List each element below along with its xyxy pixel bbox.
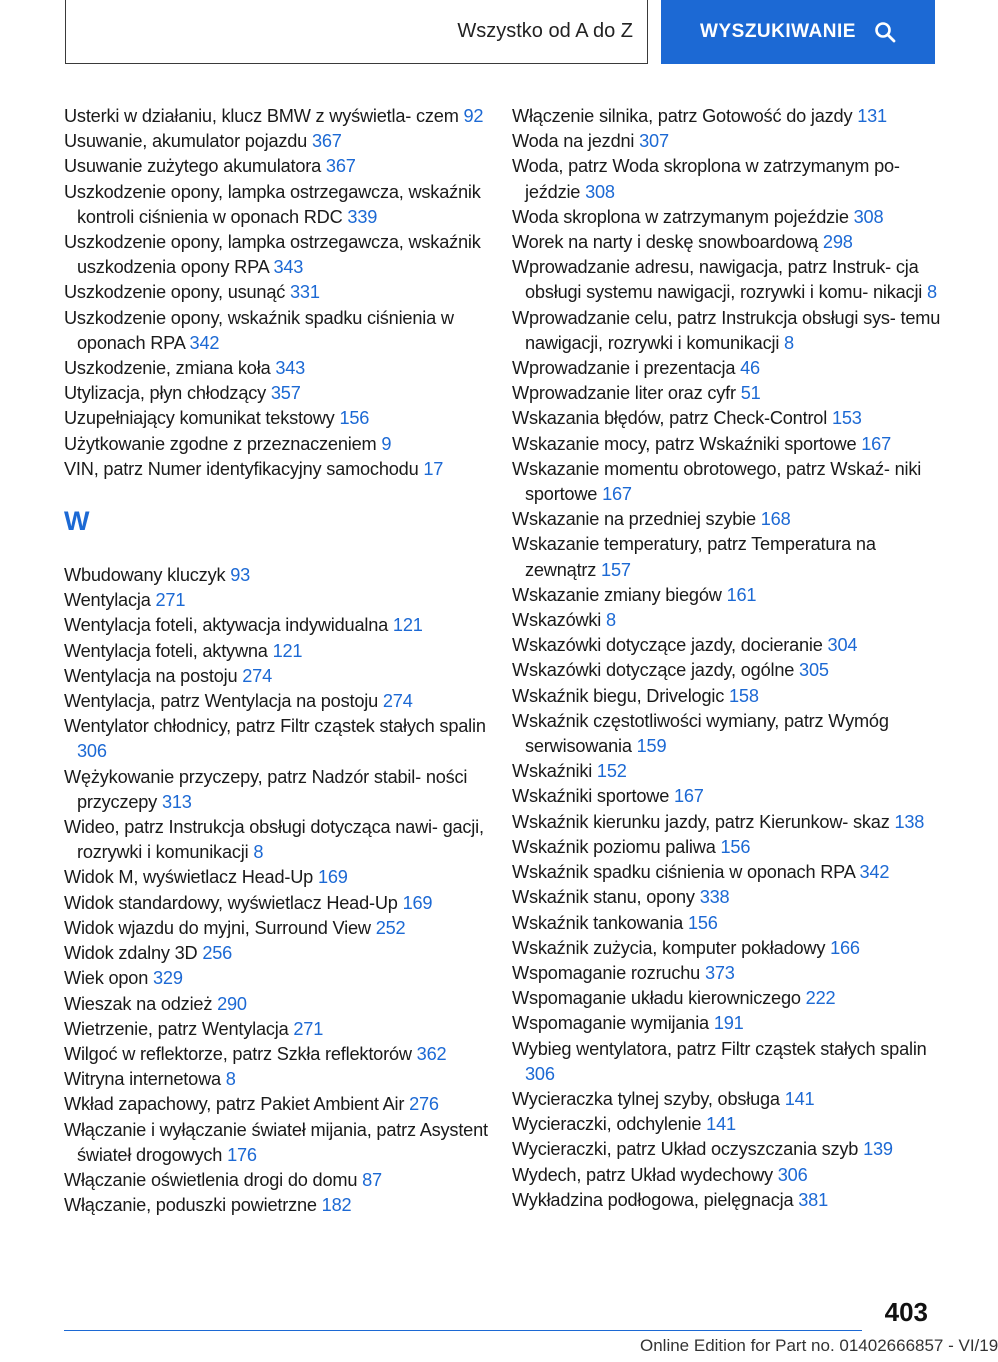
index-entry [64, 1193, 494, 1218]
entry-term: Wentylacja, patrz Wentylacja na postoju [64, 691, 379, 712]
entry-page-link[interactable]: 313 [161, 791, 192, 812]
entry-term: Woda skroplona w zatrzymanym pojeździe [512, 206, 849, 227]
index-entry [512, 784, 942, 809]
entry-page-link[interactable]: 156 [687, 912, 718, 933]
entry-term: Wskazanie momentu obrotowego, patrz Wskaź‐ niki sportowe [512, 458, 922, 505]
entry-term: Wiek opon [64, 968, 149, 989]
entry-term: Wilgoć w reflektorze, patrz Szkła reflektorów [64, 1043, 412, 1064]
entry-term: Wskazania błędów, patrz Check-Control [512, 408, 828, 429]
entry-page-link[interactable]: 357 [270, 383, 301, 404]
entry-page-link[interactable]: 51 [740, 383, 761, 404]
entry-page-link[interactable]: 169 [402, 892, 433, 913]
index-entry [512, 406, 942, 431]
index-entry [64, 1067, 494, 1092]
entry-page-link[interactable]: 8 [927, 282, 937, 303]
index-entry [64, 356, 494, 381]
entry-page-link[interactable]: 46 [740, 358, 760, 379]
entry-term: Wprowadzanie liter oraz cyfr [512, 383, 736, 404]
index-entry [512, 936, 942, 961]
index-entry [64, 966, 494, 991]
entry-term: Woda na jezdni [512, 131, 635, 152]
entry-page-link[interactable]: 256 [202, 943, 233, 964]
entry-term: Wentylacja foteli, aktywna [64, 640, 268, 661]
index-entry [64, 714, 494, 764]
entry-term: Wskaźnik kierunku jazdy, patrz Kierunkow‐ skaz [512, 811, 890, 832]
entry-term: Włączenie silnika, patrz Gotowość do jazdy [512, 106, 853, 126]
entry-page-link[interactable]: 343 [273, 257, 304, 278]
edition-note: Online Edition for Part no. 01402666857 - VI/19 [640, 1336, 998, 1355]
entry-term: Wprowadzanie celu, patrz Instrukcja obsługi sys‐ temu nawigacji, rozrywki i komunikacji [512, 307, 941, 353]
index-entry [512, 255, 942, 305]
entry-page-link[interactable]: 92 [463, 106, 484, 126]
index-entry [64, 230, 494, 280]
index-entry [512, 759, 942, 784]
entry-term: Wietrzenie, patrz Wentylacja [64, 1018, 289, 1039]
entry-page-link[interactable]: 168 [760, 509, 791, 530]
entry-term: Wprowadzanie i prezentacja [512, 358, 736, 379]
entry-term: Wentylacja na postoju [64, 665, 238, 686]
entry-term: Wspomaganie wymijania [512, 1013, 709, 1034]
index-entry [64, 306, 494, 356]
entries-w-left [64, 563, 494, 1218]
index-entry [64, 916, 494, 941]
index-entry [512, 835, 942, 860]
index-entry [64, 457, 494, 482]
entry-term: Wskazanie zmiany biegów [512, 584, 722, 605]
entry-page-link[interactable]: 191 [713, 1013, 744, 1034]
entries-w-right [512, 104, 942, 1213]
entry-page-link[interactable]: 338 [699, 887, 730, 908]
entry-page-link[interactable]: 141 [706, 1114, 736, 1135]
entry-page-link[interactable]: 93 [230, 565, 251, 586]
entry-page-link[interactable]: 373 [704, 962, 735, 983]
entry-page-link[interactable]: 306 [777, 1164, 808, 1185]
entry-term: Uszkodzenie opony, wskaźnik spadku ciśnienia w oponach RPA [64, 307, 454, 353]
index-entry [512, 633, 942, 658]
index-entry [64, 563, 494, 588]
index-entry [512, 432, 942, 457]
entry-term: Wskaźniki sportowe [512, 786, 670, 807]
entry-page-link[interactable]: 8 [225, 1069, 236, 1090]
index-entry [64, 689, 494, 714]
right-column [512, 104, 942, 1213]
entry-term: Wskaźnik stanu, opony [512, 887, 695, 908]
index-entry [512, 583, 942, 608]
index-entry [64, 1042, 494, 1067]
index-entry [512, 961, 942, 986]
index-entry [512, 1011, 942, 1036]
entry-page-link[interactable]: 157 [601, 559, 631, 580]
index-entry [512, 810, 942, 835]
index-entry [512, 709, 942, 759]
entry-page-link[interactable]: 8 [253, 842, 264, 863]
index-entry [512, 507, 942, 532]
index-entry [64, 1118, 494, 1168]
index-entry [64, 432, 494, 457]
entry-term: Wskaźnik zużycia, komputer pokładowy [512, 937, 826, 958]
entry-page-link[interactable]: 156 [339, 408, 370, 429]
entry-term: Widok M, wyświetlacz Head-Up [64, 867, 314, 888]
index-entry [512, 608, 942, 633]
entry-page-link[interactable]: 169 [317, 867, 348, 888]
entry-term: Wskazówki dotyczące jazdy, docieranie [512, 635, 823, 656]
entry-term: Wycieraczki, patrz Układ oczyszczania szyb [512, 1139, 859, 1160]
entry-term: Wspomaganie rozruchu [512, 962, 701, 983]
index-entry [512, 911, 942, 936]
index-entry [64, 154, 494, 179]
entry-page-link[interactable]: 362 [416, 1043, 447, 1064]
index-entry [512, 306, 942, 356]
index-entry [512, 860, 942, 885]
entry-term: Włączanie i wyłączanie świateł mijania, patrz Asystent świateł drogowych [64, 1119, 488, 1165]
index-entry [512, 381, 942, 406]
entry-term: Wskazówki [512, 610, 602, 631]
page-number: 403 [884, 1297, 928, 1327]
entry-term: VIN, patrz Numer identyfikacyjny samochodu [64, 458, 419, 479]
entry-page-link[interactable]: 342 [189, 332, 220, 353]
entry-page-link[interactable]: 308 [853, 206, 884, 227]
index-entry [64, 664, 494, 689]
index-entry [512, 205, 942, 230]
entry-page-link[interactable]: 153 [831, 408, 862, 429]
index-entry [64, 180, 494, 230]
index-entry [64, 891, 494, 916]
index-tab[interactable] [65, 0, 648, 64]
entry-page-link[interactable]: 367 [311, 131, 342, 152]
entry-term: Wykładzina podłogowa, pielęgnacja [512, 1189, 794, 1210]
entry-page-link[interactable]: 158 [728, 685, 759, 706]
entry-term: Wskaźnik biegu, Drivelogic [512, 685, 725, 706]
index-entry [512, 230, 942, 255]
entry-term: Usuwanie, akumulator pojazdu [64, 131, 308, 152]
entry-page-link[interactable]: 271 [155, 590, 186, 611]
entry-term: Wskaźnik częstotliwości wymiany, patrz Wymóg serwisowania [512, 710, 889, 757]
index-entry [512, 1163, 942, 1188]
index-entry [64, 1092, 494, 1117]
index-entry [512, 684, 942, 709]
index-entry [64, 941, 494, 966]
entry-term: Wideo, patrz Instrukcja obsługi dotycząca nawi‐ gacji, rozrywki i komunikacji [64, 817, 484, 863]
entry-page-link[interactable]: 131 [857, 106, 887, 126]
entries-u-v [64, 104, 494, 482]
entry-term: Włączanie oświetlenia drogi do domu [64, 1169, 358, 1190]
entry-page-link[interactable]: 381 [798, 1189, 828, 1210]
index-entry [512, 532, 942, 582]
entry-page-link[interactable]: 306 [525, 1063, 555, 1084]
index-entry [512, 1087, 942, 1112]
entry-page-link[interactable]: 138 [894, 811, 925, 832]
entry-page-link[interactable]: 121 [272, 640, 303, 661]
index-entry [512, 658, 942, 683]
entry-term: Usuwanie zużytego akumulatora [64, 156, 322, 177]
entry-term: Wskaźnik spadku ciśnienia w oponach RPA [512, 862, 855, 883]
entry-page-link[interactable]: 222 [805, 988, 836, 1009]
entry-term: Wkład zapachowy, patrz Pakiet Ambient Air [64, 1094, 405, 1115]
index-entry [512, 1137, 942, 1162]
entry-term: Uszkodzenie opony, usunąć [64, 282, 286, 303]
entry-page-link[interactable]: 166 [830, 937, 860, 958]
entry-page-link[interactable]: 139 [863, 1139, 893, 1160]
index-entry [64, 992, 494, 1017]
index-entry [64, 1017, 494, 1042]
entry-term: Wentylator chłodnicy, patrz Filtr cząstek stałych spalin [64, 716, 486, 737]
search-tab-label: WYSZUKIWANIE [700, 21, 856, 42]
entry-page-link[interactable]: 274 [242, 665, 273, 686]
entry-page-link[interactable]: 339 [347, 206, 378, 227]
entry-term: Usterki w działaniu, klucz BMW z wyświetla‐ czem [64, 106, 459, 126]
entry-page-link[interactable]: 274 [382, 691, 413, 712]
index-entry [64, 1168, 494, 1193]
index-entry [64, 613, 494, 638]
entry-page-link[interactable]: 156 [720, 836, 751, 857]
entry-page-link[interactable]: 8 [784, 332, 794, 353]
index-entry [512, 154, 942, 204]
index-entry [64, 815, 494, 865]
index-entry [64, 129, 494, 154]
entry-term: Uszkodzenie opony, lampka ostrzegawcza, wskaźnik kontroli ciśnienia w oponach RDC [64, 181, 481, 227]
index-entry [64, 639, 494, 664]
entry-term: Wskazanie mocy, patrz Wskaźniki sportowe [512, 433, 857, 454]
entry-page-link[interactable]: 152 [596, 761, 627, 782]
index-entry [512, 356, 942, 381]
entry-page-link[interactable]: 176 [227, 1144, 257, 1165]
index-entry [64, 381, 494, 406]
entry-page-link[interactable]: 161 [726, 584, 757, 605]
index-entry [512, 1037, 942, 1087]
entry-page-link[interactable]: 331 [290, 282, 320, 303]
entry-term: Worek na narty i deskę snowboardową [512, 232, 819, 253]
entry-page-link[interactable]: 252 [375, 917, 406, 938]
index-entry [64, 280, 494, 305]
entry-page-link[interactable]: 304 [827, 635, 858, 656]
entry-term: Uszkodzenie opony, lampka ostrzegawcza, wskaźnik uszkodzenia opony RPA [64, 232, 481, 278]
entry-page-link[interactable]: 367 [325, 156, 356, 177]
entry-page-link[interactable]: 271 [293, 1018, 324, 1039]
entry-page-link[interactable]: 305 [799, 660, 829, 681]
entry-page-link[interactable]: 167 [861, 433, 892, 454]
entry-term: Witryna internetowa [64, 1069, 221, 1090]
entry-page-link[interactable]: 329 [153, 968, 183, 989]
entry-term: Wspomaganie układu kierowniczego [512, 988, 801, 1009]
entry-page-link[interactable]: 276 [409, 1094, 439, 1115]
left-column [64, 104, 494, 1218]
index-entry [512, 1112, 942, 1137]
index-tab-label: Wszystko od A do Z [457, 20, 633, 42]
entry-term: Uszkodzenie, zmiana koła [64, 358, 271, 379]
search-tab[interactable] [661, 0, 935, 64]
entry-term: Widok wjazdu do myjni, Surround View [64, 917, 371, 938]
entry-term: Wycieraczka tylnej szyby, obsługa [512, 1088, 780, 1109]
section-letter: W [64, 506, 90, 537]
index-entry [512, 986, 942, 1011]
entry-term: Wskaźnik tankowania [512, 912, 684, 933]
index-entry [512, 1188, 942, 1213]
entry-page-link[interactable]: 121 [392, 615, 423, 636]
entry-page-link[interactable]: 290 [217, 993, 247, 1014]
entry-term: Wentylacja [64, 590, 151, 611]
entry-term: Wybieg wentylatora, patrz Filtr cząstek stałych spalin [512, 1038, 927, 1059]
entry-term: Wskazówki dotyczące jazdy, ogólne [512, 660, 795, 681]
entry-page-link[interactable]: 298 [822, 232, 853, 253]
search-icon [874, 21, 896, 43]
entry-page-link[interactable]: 167 [673, 786, 704, 807]
entry-page-link[interactable]: 159 [636, 736, 667, 757]
index-entry [64, 865, 494, 890]
entry-term: Włączanie, poduszki powietrzne [64, 1195, 317, 1216]
entry-term: Wentylacja foteli, aktywacja indywidualna [64, 615, 389, 636]
entry-term: Wskaźniki [512, 761, 593, 782]
entry-term: Wycieraczki, odchylenie [512, 1114, 702, 1135]
entry-term: Widok standardowy, wyświetlacz Head-Up [64, 892, 398, 913]
entry-page-link[interactable]: 343 [275, 358, 306, 379]
entry-term: Wbudowany kluczyk [64, 565, 226, 586]
entry-page-link[interactable]: 306 [77, 741, 107, 762]
index-entry [64, 406, 494, 431]
entry-term: Uzupełniający komunikat tekstowy [64, 408, 335, 429]
entry-term: Użytkowanie zgodne z przeznaczeniem [64, 433, 377, 454]
entry-term: Wskazanie temperatury, patrz Temperatura na zewnątrz [512, 534, 876, 580]
entry-page-link[interactable]: 308 [585, 181, 615, 202]
index-entry [512, 104, 942, 129]
entry-term: Widok zdalny 3D [64, 943, 198, 964]
index-entry [64, 104, 494, 129]
entry-page-link[interactable]: 9 [381, 433, 392, 454]
index-entry [64, 588, 494, 613]
entry-page-link[interactable]: 342 [859, 862, 890, 883]
entry-term: Wydech, patrz Układ wydechowy [512, 1164, 773, 1185]
entry-term: Wężykowanie przyczepy, patrz Nadzór stabil‐ ności przyczepy [64, 766, 468, 812]
index-entry [64, 765, 494, 815]
index-entry [512, 885, 942, 910]
entry-page-link[interactable]: 307 [639, 131, 669, 152]
entry-term: Wskaźnik poziomu paliwa [512, 836, 716, 857]
entry-page-link[interactable]: 167 [602, 484, 632, 505]
entry-page-link[interactable]: 87 [362, 1169, 382, 1190]
entry-term: Wieszak na odzież [64, 993, 213, 1014]
index-entry [512, 457, 942, 507]
entry-term: Wskazanie na przedniej szybie [512, 509, 756, 530]
entry-page-link[interactable]: 17 [423, 458, 444, 479]
entry-term: Utylizacja, płyn chłodzący [64, 383, 267, 404]
entry-page-link[interactable]: 8 [606, 610, 616, 631]
entry-page-link[interactable]: 182 [321, 1195, 352, 1216]
entry-term: Wprowadzanie adresu, nawigacja, patrz Instruk‐ cja obsługi systemu nawigacji, rozrywki i komu‐ nikacji [512, 257, 923, 303]
footer-divider [64, 1330, 862, 1331]
entry-page-link[interactable]: 141 [784, 1088, 815, 1109]
entry-term: Woda, patrz Woda skroplona w zatrzymanym po‐ jeździe [512, 156, 900, 202]
index-entry [512, 129, 942, 154]
